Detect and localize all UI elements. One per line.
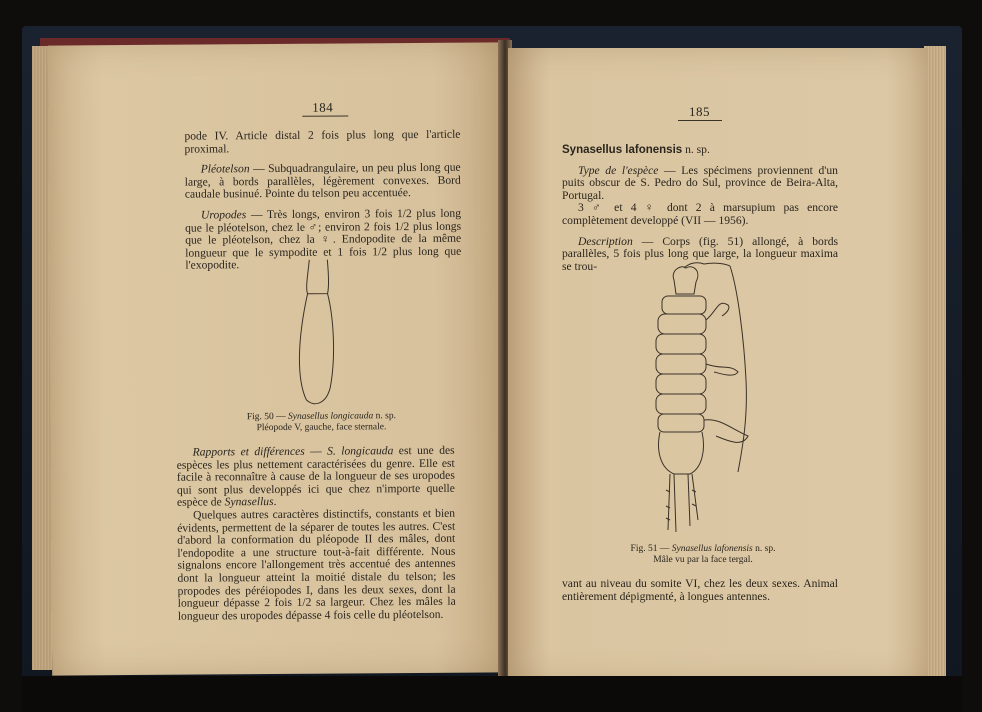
figure-51-caption [608,544,798,565]
left-page-number-rule [302,115,348,116]
fig50-prefix: Fig. 50 — [246,411,289,423]
fig50-species: Synasellus longicauda [287,411,374,422]
para-rapports [177,445,455,510]
right-top-text [562,144,838,273]
rapports-label: Rapports et différences [192,444,305,459]
fig50-suffix: n. sp. [373,411,396,422]
type-label: Type de l'espèce [578,163,659,177]
species-suffix: n. sp. [682,143,710,156]
fig51-prefix: Fig. 51 — [630,544,672,554]
figure-50-caption-line2: Pléopode V, gauche, face sternale. [256,421,387,433]
para-type [562,165,838,203]
right-bottom-text [562,578,838,603]
para-quelques: Quelques autres caractères distinctifs, constants et bien évidents, permettent de la séparer de toutes les autres. C'est d'abord la conformation du pléopode II des mâles, dont l'endopodite a une structure tout-à-fait différente. Nous signalons encore l'allongement très accentué des antennes dont la longueur atteint la moitié distale du telson; les propodes des péréiopodes I, dans les deux sexes, dont la longueur dépasse 2 fois 1/2 sa largeur. Chez les mâles la longueur des uropodes dépasse 4 fois celle du pléotelson. [177,506,456,623]
rapports-genus: Synasellus [224,495,274,509]
right-page-number: 185 [689,104,710,119]
rapports-text: est une des espèces les plus nettement caractérisées du genre. Elle est facile à reconnaître à cause de la longueur de ses uropodes qui sont plus developpés ici que chez n'importe quelle espèce de [176,443,455,510]
rapports-dash: — [304,444,328,458]
left-top-text [184,129,461,273]
type-text: — Les spécimens proviennent d'un puits obscur de S. Pedro do Sul, province de Beira-Alta, Portugal. [562,163,838,202]
bottom-shadow [22,676,962,712]
figure-50-caption-line1 [226,411,416,423]
figure-50-caption [226,411,416,433]
description-text: — Corps (fig. 51) allongé, à bords parallèles, 5 fois plus long que large, la longueur maxima se trou- [562,234,838,273]
rapports-end: . [273,495,277,509]
figure-51-caption-line1 [608,544,798,555]
figure-51-caption-line2: Mâle vu par la face tergal. [653,554,753,565]
left-bottom-text [177,445,456,623]
figure-51-isopod [626,260,766,540]
right-page-number-rule [678,120,722,121]
pleotelson-text: — Subquadrangulaire, un peu plus long que large, à bords parallèles, légèrement convexes. Bord caudale businué. Pointe du telson peu accentuée. [184,160,461,202]
fig51-suffix: n. sp. [752,544,776,554]
left-page-number: 184 [312,99,334,115]
uropodes-text: — Très longs, environ 3 fois 1/2 plus long que le pléotelson, chez le ♂; environ 2 fois 1/2 plus longs que le pléotelson, chez la ♀. Endopodite de la même longueur que le sympodite et 1 fois 1/2 plus long que l'exopodite. [185,206,462,272]
para-pleopode-iv: pode IV. Article distal 2 fois plus long que l'article proximal. [184,127,461,156]
para-count: 3 ♂ et 4 ♀ dont 2 à marsupium pas encore complètement developpé (VII — 1956). [562,201,838,227]
uropodes-label: Uropodes [200,208,247,222]
right-page [508,48,928,682]
pleotelson-label: Pléotelson [200,162,250,176]
rapports-species: S. longicauda [327,444,394,458]
species-heading [562,144,838,157]
species-title: Synasellus lafonensis [562,144,683,156]
figure-50-pleopode [287,257,348,407]
para-pleotelson [185,162,461,202]
description-label: Description [578,234,633,248]
left-page [48,42,504,675]
para-continuation: vant au niveau du somite VI, chez les deux sexes. Animal entièrement dépigmenté, à longues antennes. [562,577,838,603]
fig51-species: Synasellus lafonensis [671,544,753,554]
